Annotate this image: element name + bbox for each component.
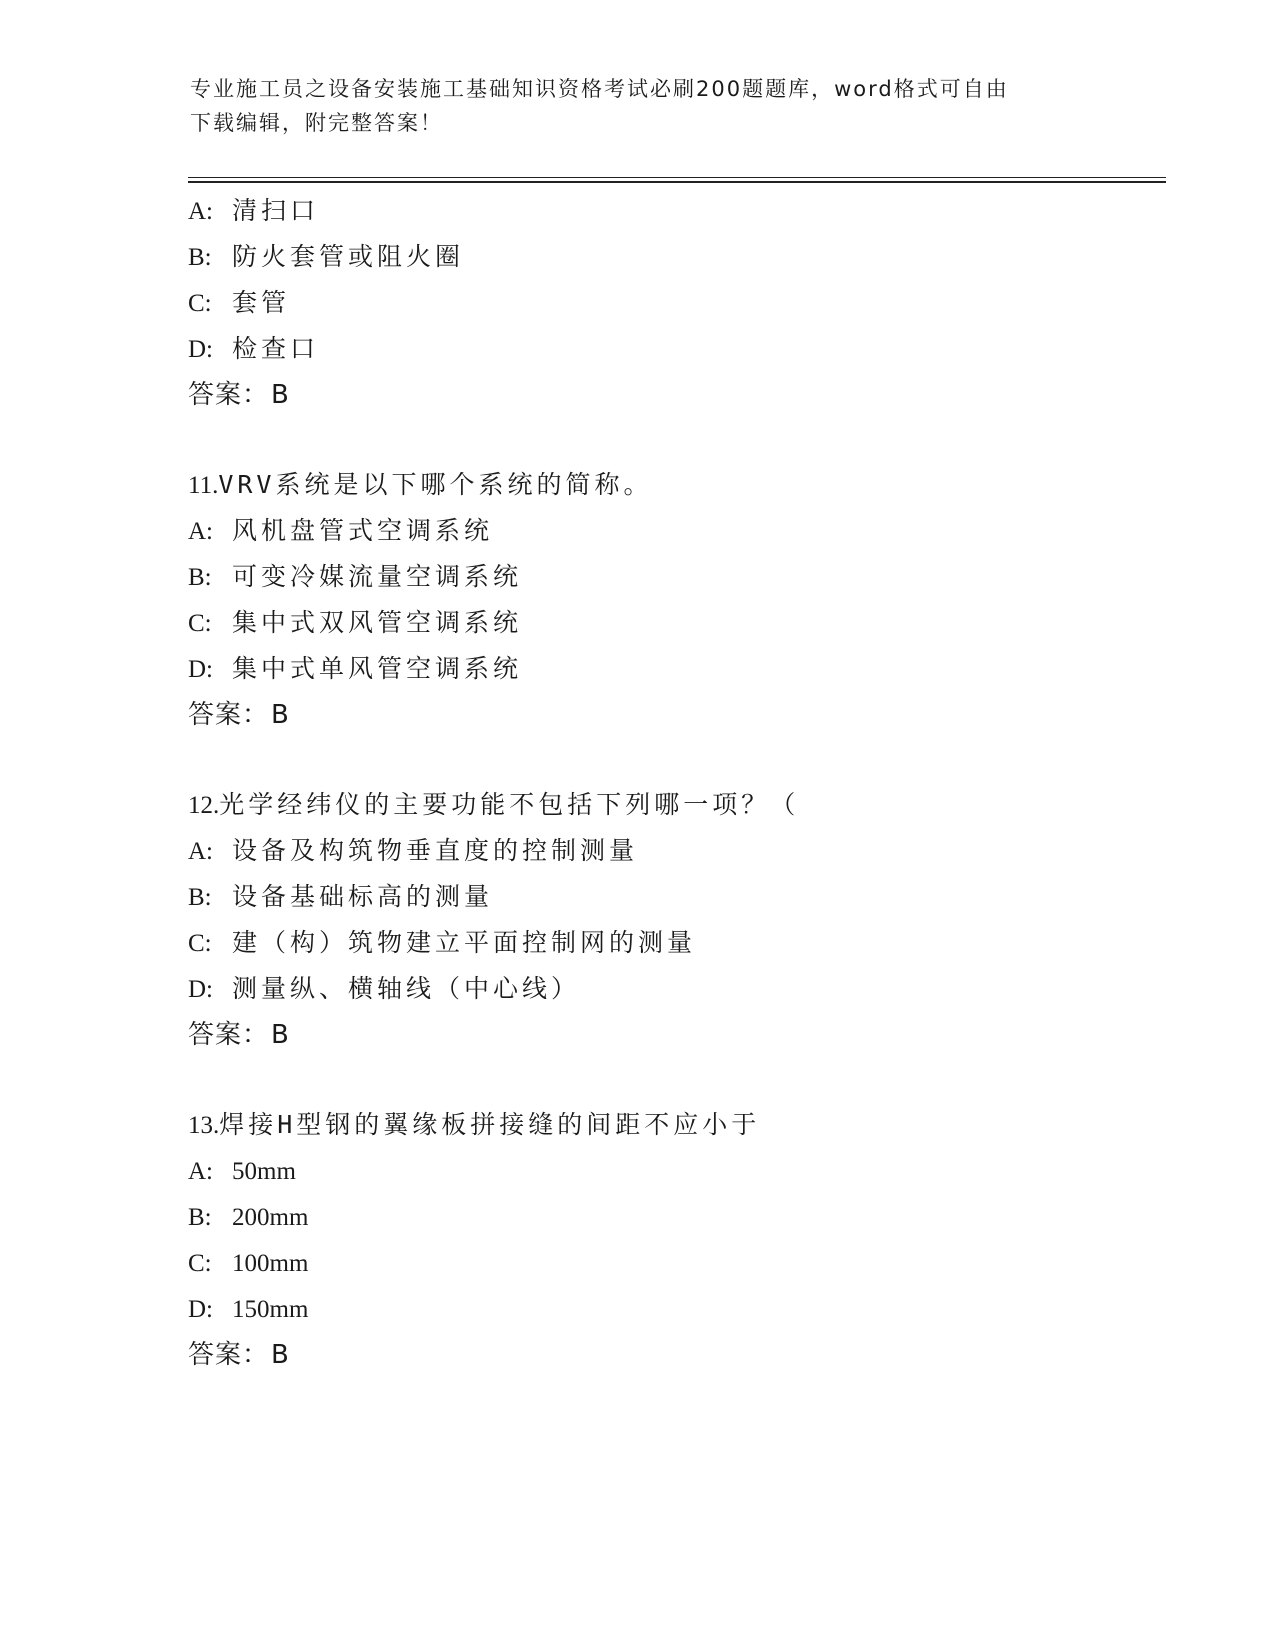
question-text: VRV系统是以下哪个系统的简称。 (218, 470, 653, 499)
answer-label: 答案： (188, 1020, 270, 1050)
option-text: 150mm (232, 1296, 309, 1323)
option-label: C: (188, 290, 212, 317)
option-c (188, 1240, 1168, 1286)
option-text: 检查口 (232, 334, 320, 363)
option-a (188, 508, 1168, 554)
question-block-10 (188, 188, 1168, 418)
question-number: 13. (188, 1112, 220, 1139)
option-d (188, 1286, 1168, 1332)
answer-value: B (271, 1020, 290, 1050)
answer-label: 答案： (188, 380, 270, 410)
question-block-11 (188, 462, 1168, 738)
answer-line (188, 372, 1168, 418)
header-divider-bottom (188, 181, 1166, 183)
option-text: 设备基础标高的测量 (232, 882, 494, 911)
option-b (188, 1194, 1168, 1240)
answer-label: 答案： (188, 1340, 270, 1370)
answer-value: B (271, 380, 290, 410)
answer-line (188, 1332, 1168, 1378)
question-number: 12. (188, 792, 220, 819)
option-label: B: (188, 564, 212, 591)
option-a (188, 1148, 1168, 1194)
option-c (188, 600, 1168, 646)
option-label: A: (188, 518, 213, 545)
option-text: 50mm (232, 1158, 296, 1185)
option-text: 100mm (232, 1250, 309, 1277)
option-label: D: (188, 1296, 213, 1323)
option-label: C: (188, 1250, 212, 1277)
question-text: 焊接H型钢的翼缘板拼接缝的间距不应小于 (219, 1110, 761, 1139)
question-text: 光学经纬仪的主要功能不包括下列哪一项？（ (219, 790, 800, 819)
option-a (188, 188, 1168, 234)
option-b (188, 874, 1168, 920)
answer-line (188, 692, 1168, 738)
option-text: 可变冷媒流量空调系统 (232, 562, 523, 591)
option-d (188, 646, 1168, 692)
question-block-13 (188, 1102, 1168, 1378)
option-text: 设备及构筑物垂直度的控制测量 (232, 836, 639, 865)
answer-label: 答案： (188, 700, 270, 730)
option-text: 集中式单风管空调系统 (232, 654, 523, 683)
option-label: A: (188, 838, 213, 865)
question-stem (188, 782, 1168, 828)
option-text: 测量纵、横轴线（中心线） (232, 974, 581, 1003)
option-text: 套管 (232, 288, 291, 317)
header-line-2: 下载编辑，附完整答案！ (190, 111, 443, 135)
option-b (188, 234, 1168, 280)
option-label: B: (188, 884, 212, 911)
option-text: 200mm (232, 1204, 309, 1231)
answer-value: B (271, 1340, 290, 1370)
question-number: 11. (188, 472, 219, 499)
option-b (188, 554, 1168, 600)
option-label: A: (188, 1158, 213, 1185)
option-label: B: (188, 244, 212, 271)
header-line-1: 专业施工员之设备安装施工基础知识资格考试必刷200题题库，word格式可自由 (190, 77, 1009, 101)
option-c (188, 920, 1168, 966)
question-list (188, 188, 1168, 1378)
option-text: 风机盘管式空调系统 (232, 516, 494, 545)
answer-line (188, 1012, 1168, 1058)
question-block-12 (188, 782, 1168, 1058)
option-label: C: (188, 610, 212, 637)
answer-value: B (271, 700, 290, 730)
option-label: D: (188, 656, 213, 683)
option-d (188, 966, 1168, 1012)
option-a (188, 828, 1168, 874)
option-label: C: (188, 930, 212, 957)
question-stem (188, 462, 1168, 508)
option-text: 建（构）筑物建立平面控制网的测量 (232, 928, 697, 957)
option-text: 集中式双风管空调系统 (232, 608, 523, 637)
header-divider-top (188, 177, 1166, 178)
question-stem (188, 1102, 1168, 1148)
option-label: D: (188, 976, 213, 1003)
option-label: A: (188, 198, 213, 225)
option-text: 清扫口 (232, 196, 320, 225)
option-label: B: (188, 1204, 212, 1231)
document-header (190, 72, 1070, 140)
option-text: 防火套管或阻火圈 (232, 242, 465, 271)
option-c (188, 280, 1168, 326)
option-label: D: (188, 336, 213, 363)
option-d (188, 326, 1168, 372)
